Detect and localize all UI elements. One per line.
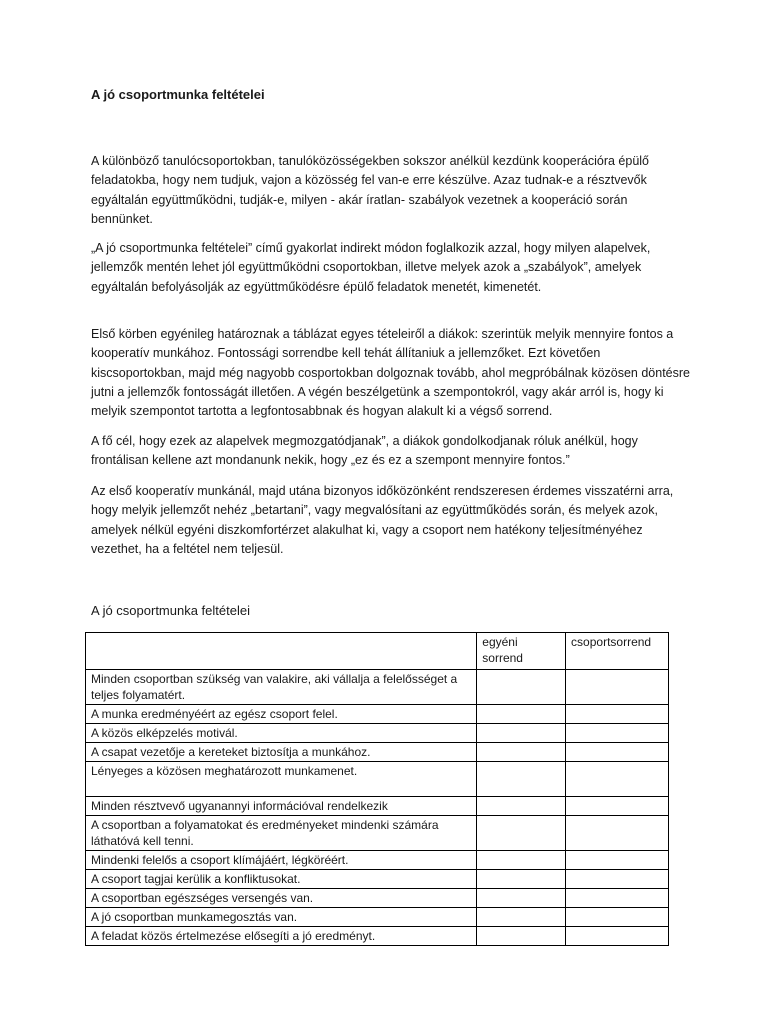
individual-rank-cell[interactable]: [477, 797, 566, 816]
table-row: [86, 724, 669, 743]
group-rank-cell[interactable]: [566, 670, 669, 705]
criterion-cell: A csoportban egészséges versengés van.: [86, 889, 477, 908]
individual-rank-cell[interactable]: [477, 816, 566, 851]
group-rank-cell[interactable]: [566, 889, 669, 908]
criterion-cell: Minden csoportban szükség van valakire, aki vállalja a felelősséget a teljes folyamatért.: [86, 670, 477, 705]
individual-rank-cell[interactable]: [477, 870, 566, 889]
criterion-cell: Minden résztvevő ugyanannyi információval rendelkezik: [86, 797, 477, 816]
table-row: [86, 870, 669, 889]
table-row: [86, 816, 669, 851]
table-header-row: [86, 633, 669, 670]
document-title: A jó csoportmunka feltételei: [91, 87, 265, 102]
individual-rank-cell[interactable]: [477, 851, 566, 870]
individual-rank-cell[interactable]: [477, 908, 566, 927]
group-rank-cell[interactable]: [566, 724, 669, 743]
table-row: [86, 705, 669, 724]
individual-rank-cell[interactable]: [477, 889, 566, 908]
group-rank-cell[interactable]: [566, 927, 669, 946]
group-rank-cell[interactable]: [566, 851, 669, 870]
criterion-cell: A közös elképzelés motivál.: [86, 724, 477, 743]
header-individual-rank: egyéni sorrend: [477, 633, 566, 670]
table-row: [86, 670, 669, 705]
group-rank-cell[interactable]: [566, 797, 669, 816]
paragraph-3: Első körben egyénileg határoznak a táblázat egyes tételeiről a diákok: szerintük melyik mennyire fontos a kooperatív munkához. Fontossági sorrendbe kell tehát állítaniuk a jellemzőket. Ezt követően kiscsoportokban, majd még nagyobb cosportokban dolgoznak tovább, ahol megpróbálnak közösen döntésre jutni a jellemzők fontosságát illetően. A végén beszélgetünk a szempontokról, vagy akár arról is, hogy ki melyik szempontot tartotta a legfontosabbnak és hogyan alakult ki a végső sorrend.: [91, 327, 690, 419]
table-row: [86, 762, 669, 797]
header-criteria: [86, 633, 477, 670]
group-rank-cell[interactable]: [566, 816, 669, 851]
header-group-rank: csoportsorrend: [566, 633, 669, 670]
paragraph-5: Az első kooperatív munkánál, majd utána bizonyos időközönként rendszeresen érdemes visszatérni arra, hogy melyik jellemzőt nehéz „betartani”, vagy megvalósítani az együttműködés során, és melyek azok, amelyek nélkül egyéni diszkomfortérzet alakulhat ki, vagy a csoport nem hatékony teljesítményéhez vezethet, ha a feltétel nem teljesül.: [91, 484, 674, 556]
table-row: [86, 851, 669, 870]
criterion-cell: A jó csoportban munkamegosztás van.: [86, 908, 477, 927]
group-rank-cell[interactable]: [566, 870, 669, 889]
criterion-cell: Lényeges a közösen meghatározott munkamenet.: [86, 762, 477, 797]
group-rank-cell[interactable]: [566, 743, 669, 762]
individual-rank-cell[interactable]: [477, 762, 566, 797]
conditions-table: [85, 632, 669, 946]
table-title: A jó csoportmunka feltételei: [91, 603, 250, 618]
paragraph-2: „A jó csoportmunka feltételei” című gyakorlat indirekt módon foglalkozik azzal, hogy milyen alapelvek, jellemzők mentén lehet jól együttműködni csoportokban, illetve melyek azok a „szabályok”, amelyek egyáltalán befolyásolják az együttműködésre épülő feladatok menetét, kimenetét.: [91, 241, 651, 294]
table-row: [86, 743, 669, 762]
group-rank-cell[interactable]: [566, 908, 669, 927]
group-rank-cell[interactable]: [566, 762, 669, 797]
paragraph-1: A különböző tanulócsoportokban, tanulóközösségekben sokszor anélkül kezdünk kooperációra épülő feladatokba, hogy nem tudjuk, vajon a közösség fel van-e erre készülve. Azaz tudnak-e a résztvevők egyáltalán együttműködni, tudják-e, milyen - akár íratlan- szabályok vezetnek a kooperáció során bennünket.: [91, 154, 650, 226]
individual-rank-cell[interactable]: [477, 743, 566, 762]
paragraph-4: A fő cél, hogy ezek az alapelvek megmozgatódjanak”, a diákok gondolkodjanak róluk anélkül, hogy frontálisan kellene azt mondanunk nekik, hogy „ez és ez a szempont mennyire fontos.”: [91, 434, 638, 468]
individual-rank-cell[interactable]: [477, 927, 566, 946]
criterion-cell: Mindenki felelős a csoport klímájáért, légköréért.: [86, 851, 477, 870]
criterion-cell: A csapat vezetője a kereteket biztosítja a munkához.: [86, 743, 477, 762]
criterion-cell: A csoport tagjai kerülik a konfliktusokat.: [86, 870, 477, 889]
table-row: [86, 927, 669, 946]
group-rank-cell[interactable]: [566, 705, 669, 724]
criterion-cell: A feladat közös értelmezése elősegíti a jó eredményt.: [86, 927, 477, 946]
criterion-cell: A csoportban a folyamatokat és eredményeket mindenki számára láthatóvá kell tenni.: [86, 816, 477, 851]
table-row: [86, 908, 669, 927]
individual-rank-cell[interactable]: [477, 724, 566, 743]
individual-rank-cell[interactable]: [477, 670, 566, 705]
table-row: [86, 889, 669, 908]
criterion-cell: A munka eredményéért az egész csoport felel.: [86, 705, 477, 724]
individual-rank-cell[interactable]: [477, 705, 566, 724]
table-row: [86, 797, 669, 816]
